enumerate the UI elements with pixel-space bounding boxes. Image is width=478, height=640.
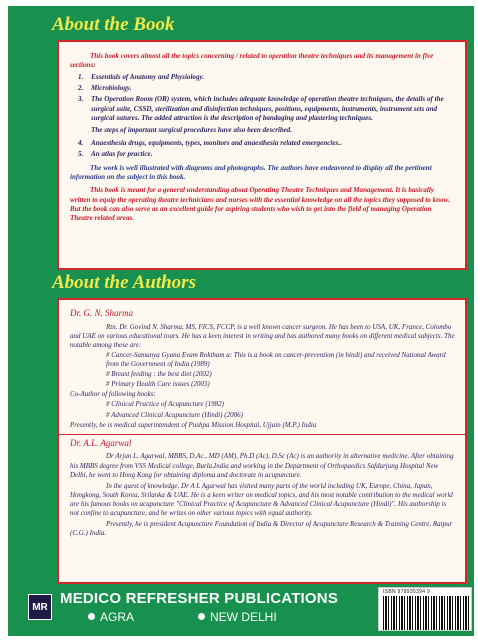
author1-present: Presently, he is medical superintendent of Pushpa Mission Hospital, Ujjain (M.P.) India: [70, 420, 317, 429]
author1-work: # Breast feeding : the best diet (2002): [106, 370, 212, 379]
topic-item: [78, 73, 456, 82]
topic-text: Anaesthesia drugs, equipments, types, monitors and anaesthesia related emergencies..: [91, 138, 342, 147]
topic-text: Microbiology.: [91, 84, 132, 93]
topic-item: [78, 150, 456, 159]
topic-item: [78, 84, 456, 93]
barcode-icon: [383, 596, 469, 630]
about-book-heading: About the Book: [52, 14, 175, 35]
author1-work: # Advanced Clinical Acupuncture (Hindi) (2006): [106, 410, 243, 419]
steps-note: The steps of important surgical procedures have also been described.: [91, 125, 292, 134]
author1-work: # Cancer-Samanya Gyana Evam Roktham a: This is a book on cancer-prevention (in hindi) and received National Award from the Government of India (1989): [106, 350, 446, 369]
topics-list: [78, 73, 456, 124]
topic-number: 1.: [78, 72, 84, 81]
publisher-logo-icon: MR: [28, 594, 52, 620]
author1-work: # Clinical Practice of Acupuncture (1982): [106, 400, 225, 409]
about-authors-heading: About the Authors: [52, 272, 196, 293]
publisher-city-delhi: [198, 610, 277, 624]
purpose-note: This book is meant for a general understanding about Operating Theatre Techniques and Management. It is basically written to equip the operating theatre technicians and nurses with the essential knowledge on all the topics they supposed to know. But the book can also serve as an excellent guide for aspiring students who wish to get into the field of managing Operation Theatre related areas.: [70, 186, 450, 223]
topic-item: [78, 139, 456, 148]
author1-coauthor-label: Co-Author of following books:: [70, 390, 156, 399]
city-label: NEW DELHI: [210, 610, 277, 624]
author-divider: [59, 434, 465, 435]
topic-text: Essentials of Anatomy and Physiology.: [91, 72, 205, 81]
about-authors-panel: [57, 298, 467, 584]
topics-list-continued: [78, 139, 456, 160]
book-intro: This book covers almost all the topics concerning / related to operation theatre techniques and its management in five sections:: [70, 52, 434, 70]
isbn-barcode: [378, 587, 472, 631]
topic-number: 3.: [78, 95, 84, 104]
author1-name: Dr. G. N. Sharma: [70, 308, 134, 318]
author2-present: Presently, he is president Acupuncture Foundation of India & Director of Acupuncture Research & Training Centre, Raipur (C.G.) India.: [70, 520, 453, 538]
author2-bio: Dr Arjun L. Agarwal, MBBS, D.Ac., MD (AM), Ph.D (Ac), D.Sc (Ac) is an authority in alternative medicine. After obtaining his MBBS degree from VSS Medical college, Burla,India and working in the Department of Orthopaedics Safdarjung Hospital New Delhi, he went to Hong Kong for obtaining diploma and doctorate in acupuncture.: [70, 452, 454, 479]
publisher-band: [8, 586, 474, 636]
topic-number: 5.: [78, 150, 84, 159]
author2-name: Dr. A.L. Agarwal: [70, 437, 132, 448]
author1-work: # Primary Health Care issues (2003): [106, 380, 210, 389]
illustrated-note: The work is well illustrated with diagrams and photographs. The authors have endeavored to display all the pertinent information on the subject in this book.: [70, 163, 432, 181]
city-label: AGRA: [100, 610, 135, 624]
back-cover: [8, 6, 474, 636]
isbn-text: ISBN 978935394 9: [383, 589, 431, 595]
publisher-name: MEDICO REFRESHER PUBLICATIONS: [60, 590, 339, 607]
topic-number: 4.: [78, 138, 84, 147]
bullet-icon: [88, 613, 95, 620]
topic-text: The Operation Room (OR) system, which includes adequate knowledge of operation theatre techniques, the details of the surgical suite, CSSD, sterilization and disinfection techniques, positions, equipments, instruments, instrument sets and surgical sutures. The added attraction is the description of bandaging and plastering techniques.: [91, 95, 444, 123]
topic-item: [78, 95, 456, 123]
author1-bio: Rtn. Dr. Govind N. Sharma, MS, FICS, FCCP, is a well known cancer surgeon. He has been to USA, UK, France, Colombo and UAE on various educational tours. He has a keen interest in writing and has authored many books on different medical subjects. The notable among these are:: [70, 322, 455, 349]
bullet-icon: [198, 613, 205, 620]
about-book-panel: [57, 40, 467, 270]
topic-text: An atlas for practice.: [91, 150, 153, 159]
author2-quest: In the quest of knowledge, Dr A L Agarwal has visited many parts of the world including UK, Europe, China, Japan, Hongkong, South Korea, Srilanka & UAE. He is a keen writer on medical topics, and his most notable contribution to the medical world are his famous books on acupuncture "Clinical Practice of Acupuncture & Advanced Clinical Acupuncture (Hindi)". His authorship is not confine to acupuncture, and he writes on other various topics with equal authority.: [70, 481, 453, 517]
publisher-city-agra: [88, 610, 134, 624]
topic-number: 2.: [78, 84, 84, 93]
